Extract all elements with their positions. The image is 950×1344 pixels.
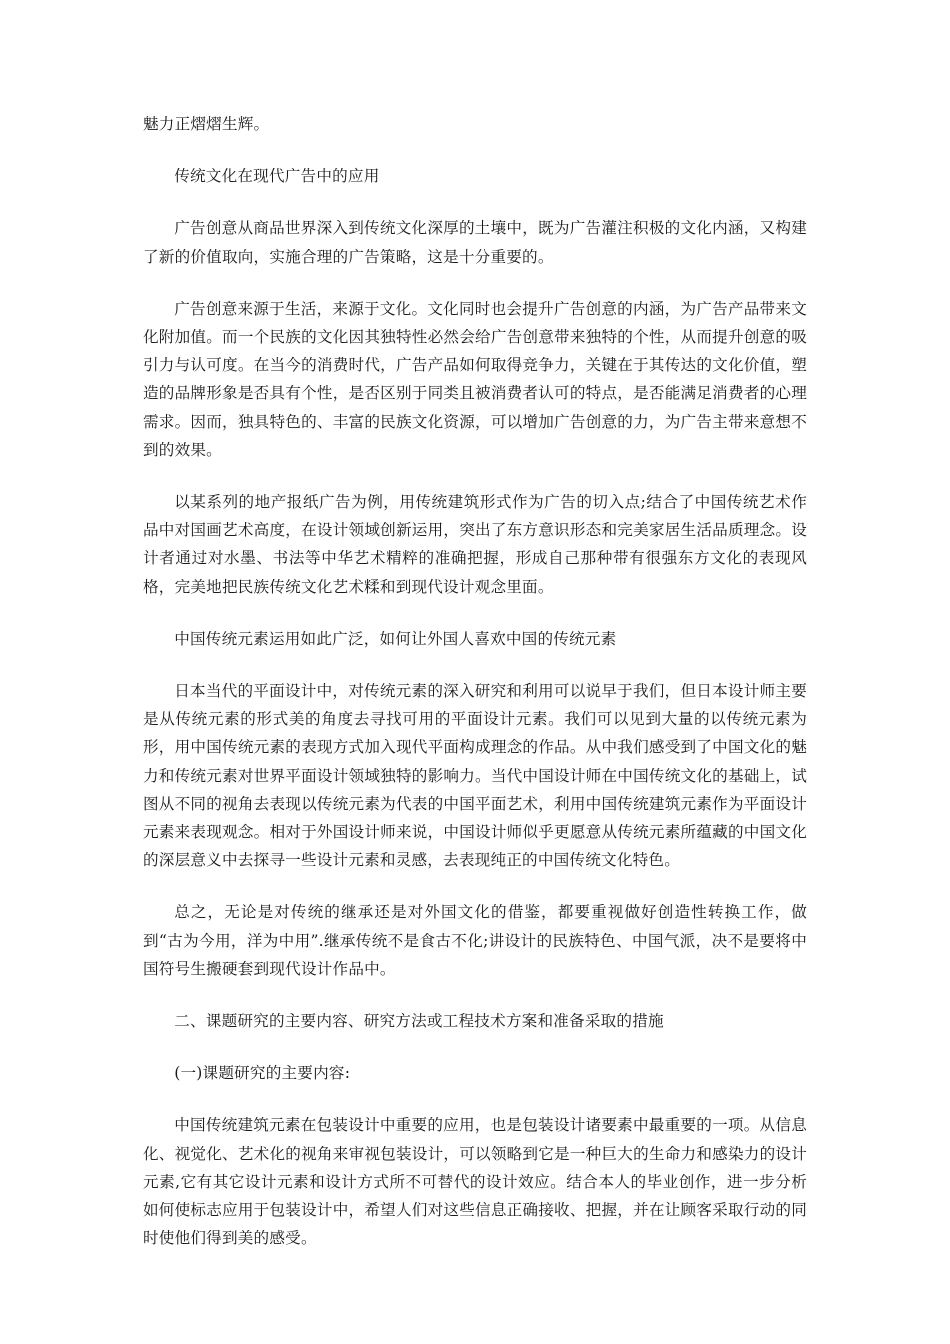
subsection-heading: (一)课题研究的主要内容: (174, 1064, 351, 1083)
document-body (143, 110, 807, 1253)
section-heading-research: 二、课题研究的主要内容、研究方法或工程技术方案和准备采取的措施 (174, 1012, 664, 1031)
paragraph-gap (143, 138, 807, 162)
paragraph: 总之，无论是对传统的继承还是对外国文化的借鉴，都要重视做好创造性转换工作，做到“古为今用，洋为中用”.继承传统不是食古不化;讲设计的民族特色、中国气派，决不是要将中国符号生搬硬套到现代设计作品中。 (143, 903, 807, 978)
paragraph-gap (143, 1035, 807, 1059)
paragraph: 中国传统建筑元素在包装设计中重要的应用，也是包装设计诸要素中最重要的一项。从信息化、视觉化、艺术化的视角来审视包装设计，可以领略到它是一种巨大的生命力和感染力的设计元素,它有其它设计元素和设计方式所不可替代的设计效应。结合本人的毕业创作，进一步分析如何使标志应用于包装设计中，希望人们对这些信息正确接收、把握，并在让顾客采取行动的同时使他们得到美的感受。 (143, 1116, 807, 1248)
paragraph: 广告创意从商品世界深入到传统文化深厚的土壤中，既为广告灌注积极的文化内涵，又构建了新的价值取向，实施合理的广告策略，这是十分重要的。 (143, 219, 807, 266)
paragraph-continuation: 魅力正熠熠生辉。 (143, 115, 270, 133)
paragraph-gap (143, 653, 807, 677)
paragraph: 以某系列的地产报纸广告为例，用传统建筑形式作为广告的切入点;结合了中国传统艺术作品中对国画艺术高度，在设计领域创新运用，突出了东方意识形态和完美家居生活品质理念。设计者通过对水墨、书法等中华艺术精粹的准确把握，形成自己那种带有很强东方文化的表现风格，完美地把民族传统文化艺术糅和到现代设计观念里面。 (143, 493, 807, 596)
paragraph-gap (143, 874, 807, 898)
paragraph: 广告创意来源于生活，来源于文化。文化同时也会提升广告创意的内涵，为广告产品带来文化附加值。而一个民族的文化因其独特性必然会给广告创意带来独特的个性，从而提升创意的吸引力与认可度。在当今的消费时代，广告产品如何取得竞争力，关键在于其传达的文化价值，塑造的品牌形象是否具有个性，是否区别于同类且被消费者认可的特点，是否能满足消费者的心理需求。因而，独具特色的、丰富的民族文化资源，可以增加广告创意的力，为广告主带来意想不到的效果。 (143, 299, 807, 459)
section-heading-advertising: 传统文化在现代广告中的应用 (174, 167, 380, 186)
paragraph-gap (143, 271, 807, 295)
section-heading-foreign: 中国传统元素运用如此广泛，如何让外国人喜欢中国的传统元素 (174, 629, 617, 648)
paragraph: 日本当代的平面设计中，对传统元素的深入研究和利用可以说早于我们，但日本设计师主要是从传统元素的形式美的角度去寻找可用的平面设计元素。我们可以见到大量的以传统元素为形，用中国传统元素的表现方式加入现代平面构成理念的作品。从中我们感受到了中国文化的魅力和传统元素对世界平面设计领域独特的影响力。当代中国设计师在中国传统文化的基础上，试图从不同的视角去表现以传统元素为代表的中国平面艺术，利用中国传统建筑元素作为平面设计元素来表现观念。相对于外国设计师来说，中国设计师似乎更愿意从传统元素所蕴藏的中国文化的深层意义中去探寻一些设计元素和灵感，去表现纯正的中国传统文化特色。 (143, 682, 807, 870)
paragraph-gap (143, 983, 807, 1007)
paragraph-gap (143, 190, 807, 214)
paragraph-gap (143, 601, 807, 625)
paragraph-gap (143, 464, 807, 488)
paragraph-gap (143, 1087, 807, 1111)
